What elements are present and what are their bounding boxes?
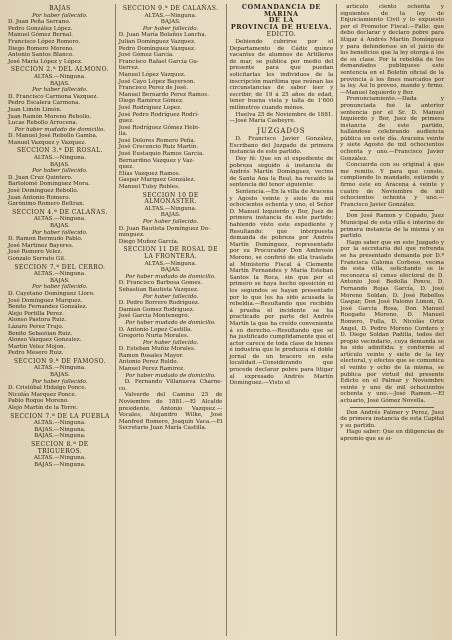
reason-line: Por haber mudado de domicilio. bbox=[125, 319, 216, 326]
name-line: Gonzalo Serrato Gil. bbox=[8, 255, 66, 262]
name-line: Antonio Santos Blanco. bbox=[8, 52, 74, 59]
name-line: Bartolomé Domínguez Mora. bbox=[8, 181, 90, 188]
paragraph: Doy fé: Que en el expediente de pobreza seguido á instancia de Andrés Martín Domínguez, vecino de Santa Ana la Real, ha recaído la sentencia del tenor siguiente: bbox=[229, 156, 334, 189]
name-line: José Gómez García. bbox=[118, 52, 175, 59]
name-line: Lucas Rebollo Arrocena. bbox=[8, 120, 78, 127]
name-line: José Romero Velez. bbox=[8, 249, 63, 256]
paragraph: Hago saber que en este Juzgado y por la secretaría del que refrenda se ha presentado demanda por D.ª Francisca Caloma Corboso, vecina de esta villa, solicitando se le reconozca el censo electoral de D. Antonio José Bedolla Ponce, D. Fernando Rojas García, D. José Moreno Soldan, D. José Rebellos Gaspar, Don José Palomo Limon, D. José Garcia Rosa, Don Manuel Ruegado Moreno, D. Manuel Romero, Pulla, D. Nicolás Ortiz Angel, D. Pedro Moreno Cordero y D. Diego Soldan Padilla, todos del propio vecindario, cuya demanda se ha sido admitida; y conforme al artículo veinte y siete de la ley electoral, y efectos que se comunica el veinte y ocho de la misma, se publica por virtud del presente Edicto en el Palmar y Noviembre veinte y uno de mil ochocientos ochenta y uno.—José Ramon.—El actuario, José Gómez Novella. bbox=[340, 239, 444, 405]
name-line: Manuel Vazquez y Vazquez. bbox=[8, 139, 87, 146]
paragraph: D. Francisco Javier González, Escribano del Juzgado de primera instancia de este partido. bbox=[229, 136, 334, 156]
name-line: José Rodríguez Gómez Hebi- bbox=[118, 124, 200, 131]
name-line: José Pedro Rodríguez Rodrí- bbox=[118, 111, 199, 118]
section-heading: EDICTO. bbox=[266, 31, 297, 39]
name-line: Juan Ramón Moreno Rebollo. bbox=[8, 113, 92, 120]
paragraph: Huelva 25 de Noviembre de 1881.—José María Casbeyre. bbox=[229, 111, 334, 125]
name-line: Antonio Perez Ruldo. bbox=[118, 359, 179, 366]
paragraph: Don José Ramon y Copado, Juez Municipal de esta villa é interino de primera instancia de la misma y su partido. bbox=[340, 213, 444, 240]
section-heading: SECCION 3.ª DE ROSAL. bbox=[16, 147, 103, 155]
name-line: Manuel Bernardo Perez Ramos. bbox=[118, 91, 209, 98]
name-line: Nicolás Marquez Ponce. bbox=[8, 391, 77, 398]
reason-line: Por haber fallecido. bbox=[32, 284, 88, 291]
paragraph: Hago saber: Que en diligencias de apremio que se si- bbox=[340, 429, 444, 442]
divider bbox=[350, 407, 434, 408]
name-line: D. Juan María Bolaños Lancha. bbox=[118, 32, 207, 39]
name-line: Manuel Tulsy Robles. bbox=[118, 184, 180, 191]
name-line: Gregorio Nuria Morales. bbox=[118, 333, 189, 340]
section-heading: SECCION 9.ª DE CALAÑAS. bbox=[122, 5, 219, 12]
status-line: BAJAS. bbox=[49, 161, 70, 168]
name-line: José Garcia Montenegro. bbox=[118, 313, 190, 320]
name-line: tierrez. bbox=[118, 65, 140, 72]
reason-line: Por haber fallecido. bbox=[32, 12, 88, 19]
reason-line: Por haber fallecido. bbox=[142, 25, 199, 32]
name-line: Damian Gomez Rodríguez. bbox=[118, 306, 195, 313]
name-line: quez. bbox=[118, 164, 134, 171]
reason-line: Por haber fallecido. bbox=[32, 168, 88, 175]
paragraph: artículo ciento ochenta y siguientes de la ley de Enjuiciamiento Civil y lo expuesto por el Promotor Fiscal.—Fallo: que debo declarar y declaro pobre para litigar á Andrés Martín Domínguez y para defendersse en el juicio de los beneficios que la ley otorga á los de su clase. Por la rebeldía de los demandados publiquese este sentencia en el Boletín oficial de la provincia á los fines marcados por la ley. Así lo proveo, mando y firmo.—Manuel Izquierdo y Bor. bbox=[340, 4, 444, 96]
name-line: Ramon Rosales Mayor. bbox=[118, 352, 184, 359]
reason-line: Por haber fallecido. bbox=[32, 229, 88, 236]
name-line: José Domínguez Rebollo. bbox=[8, 188, 79, 195]
status-line: ALTAS.—Ninguna. bbox=[33, 420, 86, 427]
status-line: BAJAS.—Ninguna. bbox=[34, 426, 86, 433]
name-line: Manuel Perez Ramirez. bbox=[118, 366, 185, 373]
name-line: José Dolores Romero Peña. bbox=[118, 137, 196, 144]
name-line: lla. bbox=[118, 131, 128, 138]
name-line: Francisco Rafael García Gu- bbox=[118, 58, 199, 65]
divider bbox=[350, 210, 434, 211]
name-line: Pedro Escalera Carmona. bbox=[8, 100, 81, 107]
status-line: BAJAS. bbox=[160, 19, 181, 26]
name-line: Pedro Mesero Ruiz. bbox=[8, 350, 64, 357]
reason-line: Por haber fallecido. bbox=[32, 378, 88, 385]
reason-line: Por haber mudado de domicilio. bbox=[125, 372, 216, 379]
section-heading: SECCION 9.ª DE FAMOSO. bbox=[13, 357, 106, 365]
paragraph: Valverde del Camino 25 de Noviembre de 1881.—El Alcalde presidente, Antonio Vazquez.—Vocales, Alejandro Wilke, José Manfred Romero, Joaquín Vaca.—El Secretario Juan María Castilla. bbox=[118, 392, 223, 432]
column-4 bbox=[336, 4, 447, 636]
name-line: Diego Muñoz García. bbox=[118, 238, 179, 245]
name-line: D. Cristóbal Hidalgo Ponce. bbox=[8, 385, 87, 392]
name-line: Juan Limón Limón. bbox=[8, 106, 62, 113]
name-line: D. Manuel José Rebollo Gamba. bbox=[8, 133, 98, 140]
name-line: Pablo Roque Moreno. bbox=[8, 398, 69, 405]
name-line: Francisco López Romero. bbox=[8, 38, 81, 45]
name-line: Alejo Martín de la Torre. bbox=[8, 405, 78, 412]
name-line: José Domínguez Marquez. bbox=[8, 297, 83, 304]
status-line: ALTAS.—Ninguna. bbox=[33, 155, 86, 162]
section-heading: SECCION 4.ª DE CALAÑAS. bbox=[12, 208, 108, 216]
section-heading: SECCION 11 DE ROSAL DE LA FRONTERA. bbox=[123, 246, 218, 260]
name-line: Benito Fernandez González. bbox=[8, 304, 88, 311]
section-heading: SECCION 7.ª DEL CERRO. bbox=[14, 263, 106, 271]
name-line: Juan Antonio Romero. bbox=[8, 194, 71, 201]
status-line: ALTAS.—Ninguna. bbox=[33, 271, 86, 278]
name-line: José María López y López. bbox=[8, 58, 83, 65]
name-line: D. Juan Bautista Domínguez Do- bbox=[118, 225, 210, 232]
name-line: José Rodríguez Lopez. bbox=[118, 104, 182, 111]
paragraph: Debiendo cubrirse por el Departamento de Cádiz quince vacantes de alumnos de Artilleros de mar, se publica por medio del presente para que puedan solicitarlas los individuos de la inscripción marítima que reúnan las circunstancias de saber leer y escribir, de 19 á 25 años de edad, tener buena vista y talla de 1'600 milímetros cuando ménos. bbox=[229, 38, 334, 111]
reason-line: Por haber mudado de domicilio. bbox=[125, 273, 216, 280]
name-line: Pedro Domínguez Vazquez. bbox=[118, 45, 196, 52]
name-line: D. Juan Peña Serrano. bbox=[8, 19, 71, 26]
notice-heading: PROVINCIA DE HUELVA. bbox=[230, 22, 332, 31]
column-1 bbox=[5, 4, 115, 636]
name-line: Manuel Gómez Bernal. bbox=[8, 32, 73, 39]
name-line: Sebastian Bautista Vazquez. bbox=[118, 286, 199, 293]
status-line: ALTAS.—Ninguna. bbox=[33, 73, 86, 80]
name-line: Martin Velez Mojon. bbox=[8, 343, 66, 350]
status-line: ALTAS.—Ninguna. bbox=[144, 260, 197, 267]
reason-line: Por haber mudado de domicilio. bbox=[14, 126, 106, 133]
name-line: Benito Sebastian Ruiz. bbox=[8, 330, 73, 337]
status-line: BAJAS. bbox=[160, 212, 181, 219]
reason-line: Por haber fallecido. bbox=[142, 293, 199, 300]
status-line: ALTAS.—Ninguna. bbox=[33, 216, 86, 223]
status-line: BAJAS. bbox=[160, 267, 181, 274]
name-line: D. Francisco Barbosa Gomes. bbox=[118, 280, 203, 287]
status-line: BAJAS.—Ninguna. bbox=[34, 461, 86, 468]
name-line: Gaspar Marquez González. bbox=[118, 177, 196, 184]
paragraph: Don Andrés Palmer y Perez, Juez de primera instancia de esta Capital y su partido. bbox=[340, 409, 444, 429]
name-line: Manuel López Vazquez. bbox=[118, 71, 186, 78]
name-line: Alonso Vazquez Gonzalez. bbox=[8, 337, 82, 344]
status-line: ALTAS.—Ninguna. bbox=[33, 455, 86, 462]
section-title: JUZGADOS bbox=[257, 126, 306, 135]
section-heading: SECCION 10 DE ALMONASTER. bbox=[142, 191, 199, 206]
name-line: Francisco Perez de José. bbox=[118, 85, 189, 92]
columns bbox=[5, 4, 447, 636]
status-line: BAJAS. bbox=[49, 277, 70, 284]
section-heading: SECCION 7.ª DE LA PUEBLA bbox=[10, 412, 110, 420]
name-line: D. Antonio Lopez Castilla. bbox=[118, 326, 193, 333]
name-line: José Eustaquio Ramos Garcia. bbox=[118, 151, 205, 158]
section-heading: SECCION 2.ª DEL ALMONO. bbox=[10, 66, 109, 74]
name-line: José Cayo López Bayerson. bbox=[118, 78, 196, 85]
name-line: Pedro González López. bbox=[8, 25, 73, 32]
name-line: José Martinez Bayeres. bbox=[8, 242, 74, 249]
name-line: D. Francisco Carmona Vazquez. bbox=[8, 93, 99, 100]
name-line: Bernardino Vazquez y Vaz- bbox=[118, 157, 195, 164]
name-line: D. Esteban Muñiz Morales. bbox=[118, 346, 196, 353]
name-line: guez. bbox=[118, 118, 134, 125]
section-heading: BAJAS bbox=[49, 5, 71, 12]
name-line: Diego Romero Moreno. bbox=[8, 45, 75, 52]
column-3 bbox=[226, 4, 337, 636]
status-line: ALTAS.—Ninguna. bbox=[33, 365, 86, 372]
status-line: ALTAS.—Ninguna. bbox=[144, 12, 197, 19]
paragraph: Pronunciamiento.—Dada y pronunciada fué la anterior sentencia por el Sr. D. Manuel Izquierdo y Bor, Juez de primera instancia de este partido, hallándose celebrando audiencia pública en este día. Aracena veinte y siete Agosto de mil ochocientos ochenta y uno.—Francisco Javier González. bbox=[340, 96, 444, 162]
status-line: BAJAS. bbox=[49, 80, 70, 87]
notice-heading: DE LA bbox=[268, 16, 294, 25]
reason-line: Por haber fallecido. bbox=[142, 219, 199, 225]
paragraph: Concuerda con su original á que me remito. Y para que conste, cumpliendo lo mandado, extiendo y firmo este en Aracena á veinte y cuatro de Noviembre de mil ochocientos ochenta y uno.—Francisco Javier González. bbox=[340, 162, 444, 208]
name-line: Alonso Pastora Ruiz. bbox=[8, 317, 67, 324]
paragraph: Sentencia.—En la villa de Aracena y Agosto veinte y siete de mil ochocientos ochenta y uno, el Señor D. Manuel Izquierdo y Bor, Juez de primera instancia de este partido; habiendo visto este expediente y Resultando: que interpuesta demanda de pobreza por Andrés Martín Domínguez, representado por su Procurador Don Ambrosio Moreno, se confirió de ella traslado al Ministerio Fiscal á Clemente Martín Fernandes y Maria Esteban Santos la Roca, sin que por el primero se haya hecho oposición ni los segundos se hayan presentado por lo que les ha sido acusada la rebeldía.—Resultando que recibido á prueba el incidente se ha practicado por parte del Andrés Martín la que ha creído conveniente á su derecho.—Resultando que se ha justificado cumplidamente que el actor carece de toda clase de bienes é industria que le produzca el doble jornal de un bracero en esta localidad.—Considerando que procede declarar pobre para litigar al expresado Andrés Martín Domínguez.—Visto el bbox=[229, 189, 334, 387]
status-line: ALTAS.—Ninguna. bbox=[144, 205, 197, 212]
name-line: Alejo Portilla Perez. bbox=[8, 310, 64, 317]
status-line: BAJAS.—Ninguna. bbox=[34, 433, 86, 440]
reason-line: Por haber fallecido. bbox=[142, 339, 199, 346]
name-line: Elías Vazquez Ramos. bbox=[118, 170, 181, 177]
name-line: D. Cayetano Domínguez Lloro. bbox=[8, 290, 95, 297]
section-heading: SECCION 8.ª DE TRIGUEROS. bbox=[31, 441, 89, 455]
notice-heading: COMANDANCIA DE MARINA bbox=[241, 4, 321, 18]
status-line: BAJAS. bbox=[49, 223, 70, 229]
name-line: mínguez. bbox=[118, 232, 145, 239]
name-line: D. Juan Cruz Quintero. bbox=[8, 174, 73, 181]
name-line: José Crecencio Ruiz Martín. bbox=[118, 144, 199, 151]
name-line: Diego Ramírez Gómez. bbox=[118, 98, 184, 105]
name-line: D. Pedro Borrero Rodríguez. bbox=[118, 300, 200, 307]
name-line: Gerónimo Romero Beltran. bbox=[8, 201, 85, 208]
name-line: Julian Domínguez Vazquez. bbox=[118, 38, 196, 45]
status-line: BAJAS. bbox=[49, 372, 70, 379]
name-line: D. Ramon Bermudo Pablo. bbox=[8, 236, 83, 243]
paragraph: D. Fernando Villanueva Charne-co. bbox=[118, 379, 223, 392]
reason-line: Por haber fallecido. bbox=[32, 87, 88, 94]
column-2 bbox=[115, 4, 226, 636]
name-line: Lázaro Perez Trujo. bbox=[8, 323, 64, 330]
